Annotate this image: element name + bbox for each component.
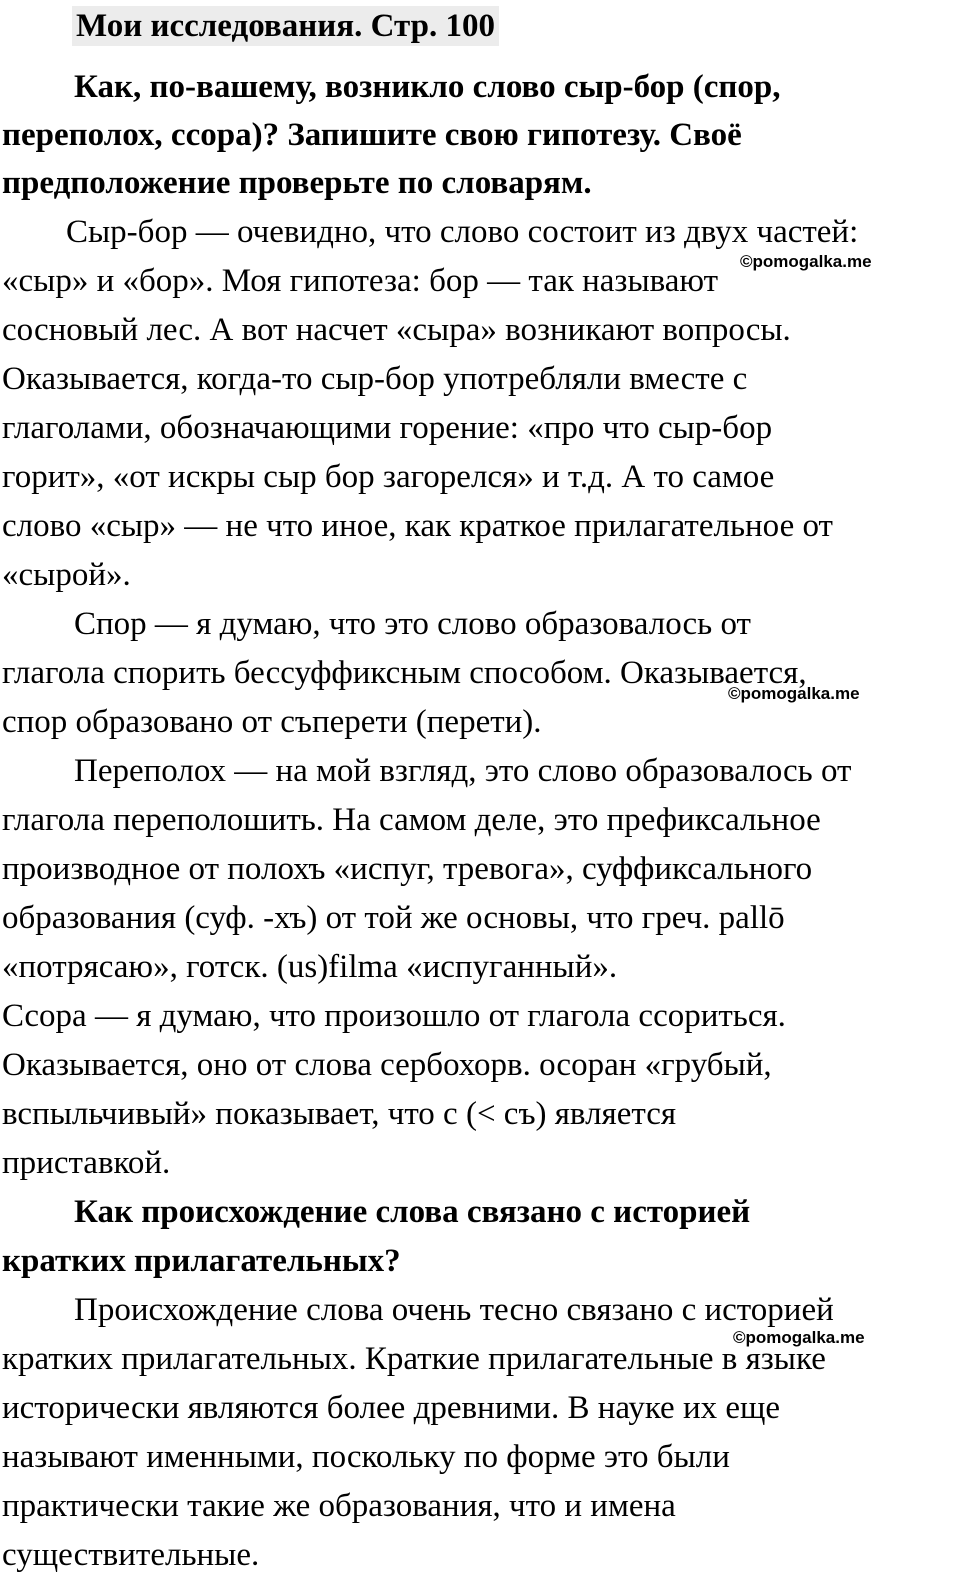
text-line: Сыр-бор — очевидно, что слово состоит из двух частей: bbox=[66, 214, 859, 250]
text-line: приставкой. bbox=[2, 1145, 171, 1181]
text-line: «потрясаю», готск. (us)filma «испуганный». bbox=[2, 949, 618, 985]
text-line: сосновый лес. А вот насчет «сыра» возникают вопросы. bbox=[2, 312, 791, 348]
text-line: практически такие же образования, что и имена bbox=[2, 1488, 676, 1524]
text-line: исторически являются более древними. В науке их еще bbox=[2, 1390, 781, 1426]
text-line: слово «сыр» — не что иное, как краткое прилагательное от bbox=[2, 508, 833, 544]
text-line: производное от полохъ «испуг, тревога», суффиксального bbox=[2, 851, 813, 887]
text-line: Оказывается, оно от слова сербохорв. осоран «грубый, bbox=[2, 1047, 772, 1083]
text-line: глагола спорить бессуффиксным способом. Оказывается, bbox=[2, 655, 807, 691]
question-line: Как происхождение слова связано с историей bbox=[74, 1194, 751, 1230]
text-line: Происхождение слова очень тесно связано с историей bbox=[74, 1292, 834, 1328]
text-line: Спор — я думаю, что это слово образовалось от bbox=[74, 606, 751, 642]
text-line: горит», «от искры сыр бор загорелся» и т.д. А то самое bbox=[2, 459, 775, 495]
text-line: Ссора — я думаю, что произошло от глагола ссориться. bbox=[2, 998, 786, 1034]
question-line: Как, по-вашему, возникло слово сыр-бор (спор, bbox=[74, 69, 781, 105]
text-line: «сыр» и «бор». Моя гипотеза: бор — так называют bbox=[2, 263, 719, 299]
text-line: глаголами, обозначающими горение: «про что сыр-бор bbox=[2, 410, 773, 446]
text-line: образования (суф. -хъ) от той же основы, что греч. pallō bbox=[2, 900, 785, 936]
text-line: Переполох — на мой взгляд, это слово образовалось от bbox=[74, 753, 852, 789]
question-line: кратких прилагательных? bbox=[2, 1243, 401, 1279]
watermark: ©pomogalka.me bbox=[733, 1328, 865, 1347]
question-line: предположение проверьте по словарям. bbox=[2, 165, 592, 201]
text-line: кратких прилагательных. Краткие прилагательные в языке bbox=[2, 1341, 826, 1377]
watermark: ©pomogalka.me bbox=[740, 252, 872, 271]
text-line: называют именными, поскольку по форме это были bbox=[2, 1439, 730, 1475]
text-line: спор образовано от съперети (перети). bbox=[2, 704, 542, 740]
page-title: Мои исследования. Стр. 100 bbox=[72, 6, 499, 46]
question-line: переполох, ссора)? Запишите свою гипотезу. Своё bbox=[2, 117, 742, 153]
text-line: Оказывается, когда-то сыр-бор употребляли вместе с bbox=[2, 361, 748, 397]
text-line: «сырой». bbox=[2, 557, 131, 593]
text-line: глагола переполошить. На самом деле, это префиксальное bbox=[2, 802, 821, 838]
text-line: существительные. bbox=[2, 1537, 260, 1573]
text-line: вспыльчивый» показывает, что с (< съ) является bbox=[2, 1096, 677, 1132]
watermark: ©pomogalka.me bbox=[728, 684, 860, 703]
